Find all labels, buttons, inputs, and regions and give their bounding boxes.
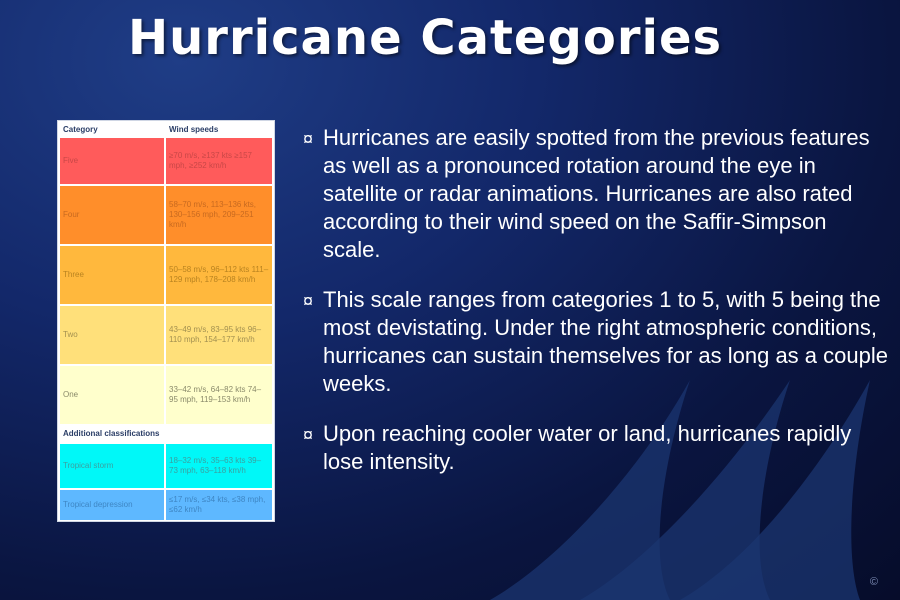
table-row [60,490,272,520]
bullet-marker-icon: ¤ [303,425,314,445]
wind-speed-cell: 18–32 m/s, 35–63 kts 39–73 mph, 63–118 km/h [166,444,272,488]
wind-speed-cell: ≤17 m/s, ≤34 kts, ≤38 mph, ≤62 km/h [166,490,272,520]
bullet-text: Upon reaching cooler water or land, hurricanes rapidly lose intensity. [323,421,852,474]
bullet-list [303,124,888,498]
category-cell: Tropical depression [60,490,164,520]
category-cell: Tropical storm [60,444,164,488]
category-cell: Five [60,138,164,184]
table-row [60,246,272,304]
bullet-marker-icon: ¤ [303,291,314,311]
wind-speed-cell: 33–42 m/s, 64–82 kts 74–95 mph, 119–153 km/h [166,366,272,424]
wind-speed-cell: 50–58 m/s, 96–112 kts 111–129 mph, 178–208 km/h [166,246,272,304]
saffir-simpson-table [57,120,275,522]
bullet-item [303,420,888,476]
bullet-item [303,286,888,398]
copyright-mark: © [869,576,878,588]
header-wind-speeds: Wind speeds [166,123,272,136]
table-row [60,444,272,488]
header-category: Category [60,123,164,136]
wind-speed-cell: ≥70 m/s, ≥137 kts ≥157 mph, ≥252 km/h [166,138,272,184]
category-cell: Three [60,246,164,304]
bullet-marker-icon: ¤ [303,129,314,149]
slide-title: Hurricane Categories [127,10,723,66]
section-header-additional: Additional classifications [60,426,272,442]
table-row [60,306,272,364]
bullet-text: Hurricanes are easily spotted from the previous features as well as a pronounced rotation around the eye in satellite or radar animations. Hurricanes are also rated according to their wind speed on the Saffir-Simpson scale. [323,125,870,262]
bullet-item [303,124,888,264]
category-cell: Two [60,306,164,364]
bullet-text: This scale ranges from categories 1 to 5, with 5 being the most devistating. Under the right atmospheric conditions, hurricanes can sustain themselves for as long as a couple weeks. [323,287,888,396]
table-row [60,186,272,244]
wind-speed-cell: 43–49 m/s, 83–95 kts 96–110 mph, 154–177 km/h [166,306,272,364]
category-cell: One [60,366,164,424]
table-row [60,138,272,184]
category-cell: Four [60,186,164,244]
table-row [60,366,272,424]
wind-speed-cell: 58–70 m/s, 113–136 kts, 130–156 mph, 209–251 km/h [166,186,272,244]
